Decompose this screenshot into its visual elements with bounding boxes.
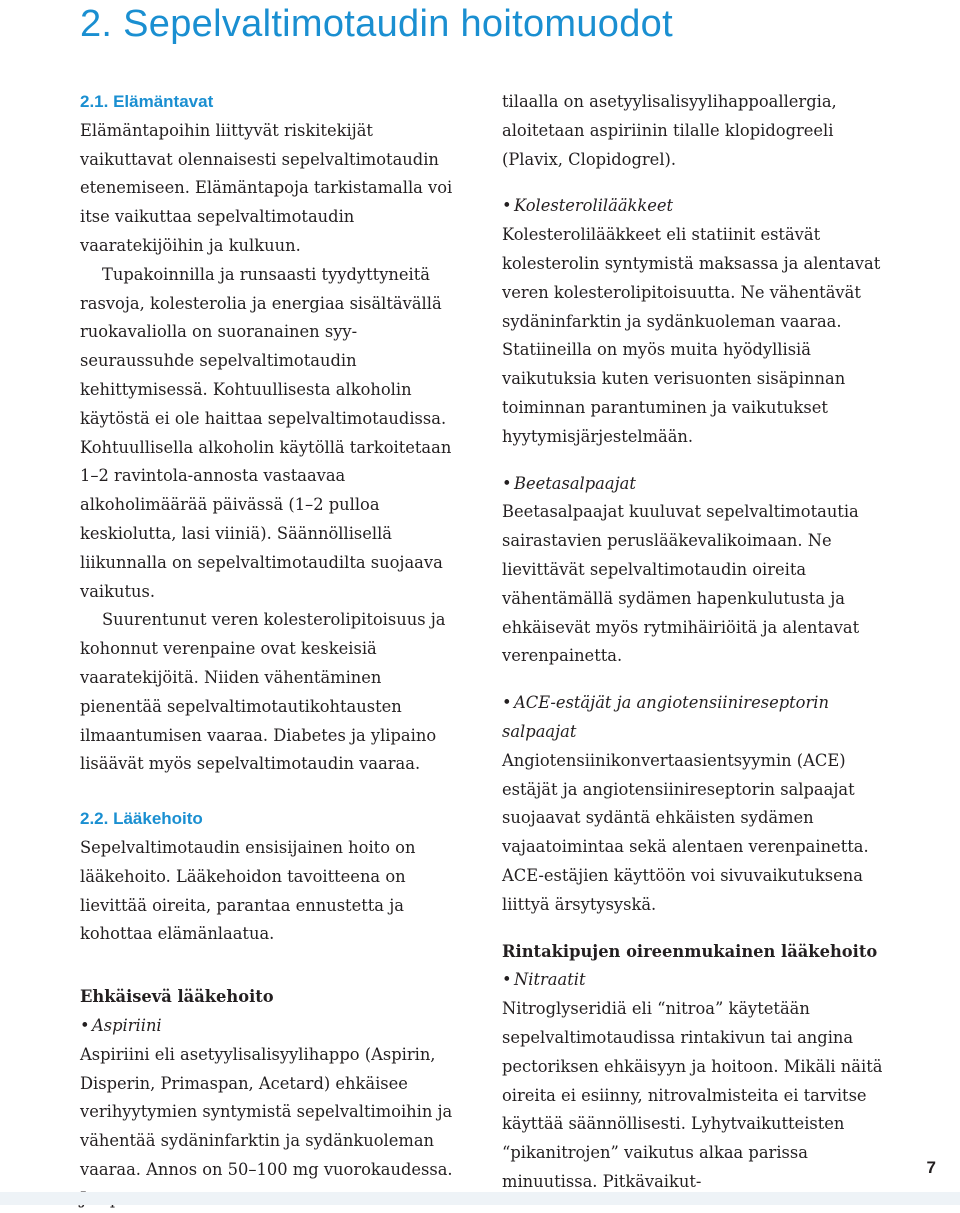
- section-heading-medication: 2.2. Lääkehoito: [80, 809, 203, 829]
- aspirin-paragraph: Aspiriini eli asetyylisalisyylihappo (Aspirin, Disperin, Primaspan, Acetard) ehkäisee verihyytymien syntymistä sepelvaltimoihin ja vähentää sydäninfarktin ja sydänkuoleman vaaraa. Annos on 50–100 mg vuorokaudessa.: [80, 1044, 453, 1179]
- bullet-beta-blockers-label: Beetasalpaajat: [514, 473, 636, 493]
- page-number: 7: [926, 1158, 936, 1177]
- bullet-icon: •: [502, 693, 512, 713]
- lifestyle-paragraph-2: Tupakoinnilla ja runsaasti tyydyttyneitä rasvoja, kolesterolia ja energiaa sisältävällä ruokavaliolla on suoranainen syy-seuraussuhde sepelvaltimotaudin kehittymisessä. Kohtuullisesta alkoholin käytöstä ei ole haittaa sepelvaltimotaudissa. Kohtuullisella alkoholin käytöllä tarkoitetaan 1–2 ravintola-annosta vastaavaa alkoholimäärää päivässä (1–2 pulloa keskiolutta, lasi viiniä). Säännöllisellä liikunnalla on sepelvaltimotaudilta suojaava vaikutus.: [80, 264, 452, 601]
- bullet-icon: •: [80, 1015, 90, 1035]
- bullet-icon: •: [502, 473, 512, 493]
- bullet-nitrates-label: Nitraatit: [514, 970, 586, 990]
- aspirin-continued-paragraph: tilaalla on asetyylisalisyylihappoallergia, aloitetaan aspiriinin tilalle klopidogreeli (Plavix, Clopidogrel).: [502, 92, 837, 169]
- right-column: [502, 88, 892, 1197]
- left-column: [80, 88, 468, 1213]
- bullet-aspirin-label: Aspiriini: [92, 1015, 162, 1035]
- page-footer-band: [0, 1192, 960, 1205]
- bullet-cholesterol-label: Kolesterolilääkkeet: [514, 196, 674, 216]
- bullet-nitrates: [502, 966, 892, 995]
- ace-inhibitors-paragraph: Angiotensiinikonvertaasientsyymin (ACE) estäjät ja angiotensiinireseptorin salpaajat suojaavat sydäntä ehkäisten sydämen vajaatoimintaa sekä alentaen verenpainetta. ACE-estäjien käyttöön voi sivuvaikutuksena liittyä ärsytysyskä.: [502, 750, 869, 914]
- bullet-beta-blockers: [502, 470, 892, 499]
- chest-pain-medication-heading: Rintakipujen oireenmukainen lääkehoito: [502, 941, 878, 961]
- page-title: 2. Sepelvaltimotaudin hoitomuodot: [80, 3, 673, 45]
- bullet-ace-inhibitors-label: ACE-estäjät ja angiotensiinireseptorin salpaajat: [502, 693, 829, 741]
- bullet-icon: •: [502, 970, 512, 990]
- preventive-medication-heading: Ehkäisevä lääkehoito: [80, 987, 274, 1007]
- beta-blockers-paragraph: Beetasalpaajat kuuluvat sepelvaltimotautia sairastavien peruslääkevalikoimaan. Ne lievittävät sepelvaltimotaudin oireita vähentämällä sydämen hapenkulutusta ja ehkäisevät myös rytmihäiriöitä ja alentavat verenpainetta.: [502, 502, 860, 666]
- cholesterol-paragraph: Kolesterolilääkkeet eli statiinit estävät kolesterolin syntymistä maksassa ja alentavat veren kolesterolipitoisuutta. Ne vähentävät sydäninfarktin ja sydänkuoleman vaaraa. Statiineilla on myös muita hyödyllisiä vaikutuksia kuten verisuonten sisäpinnan toiminnan parantuminen ja vaikutukset hyytymisjärjestelmään.: [502, 225, 881, 446]
- bullet-cholesterol: [502, 192, 892, 221]
- bullet-aspirin: [80, 1012, 468, 1041]
- bullet-ace-inhibitors: [502, 689, 892, 747]
- bullet-icon: •: [502, 196, 512, 216]
- medication-paragraph: Sepelvaltimotaudin ensisijainen hoito on lääkehoito. Lääkehoidon tavoitteena on lievittää oireita, parantaa ennustetta ja kohottaa elämänlaatua.: [80, 837, 416, 944]
- section-heading-lifestyle: 2.1. Elämäntavat: [80, 92, 214, 111]
- nitrates-paragraph: Nitroglyseridiä eli “nitroa” käytetään sepelvaltimotaudissa rintakivun tai angina pectoriksen ehkäisyyn ja hoitoon. Mikäli näitä oireita ei esiinny, nitrovalmisteita ei tarvitse käyttää säännöllisesti. Lyhytvaikutteisten “pikanitrojen” vaikutus alkaa parissa minuutissa. Pitkävaikut-: [502, 999, 883, 1191]
- lifestyle-paragraph-1: Elämäntapoihin liittyvät riskitekijät vaikuttavat olennaisesti sepelvaltimotaudin etenemiseen. Elämäntapoja tarkistamalla voi itse vaikuttaa sepelvaltimotaudin vaaratekijöihin ja kulkuun.: [80, 120, 453, 255]
- lifestyle-paragraph-3: Suurentunut veren kolesterolipitoisuus ja kohonnut verenpaine ovat keskeisiä vaaratekijöitä. Niiden vähentäminen pienentää sepelvaltimotautikohtausten ilmaantumisen vaaraa. Diabetes ja ylipaino lisäävät myös sepelvaltimotaudin vaaraa.: [80, 610, 446, 774]
